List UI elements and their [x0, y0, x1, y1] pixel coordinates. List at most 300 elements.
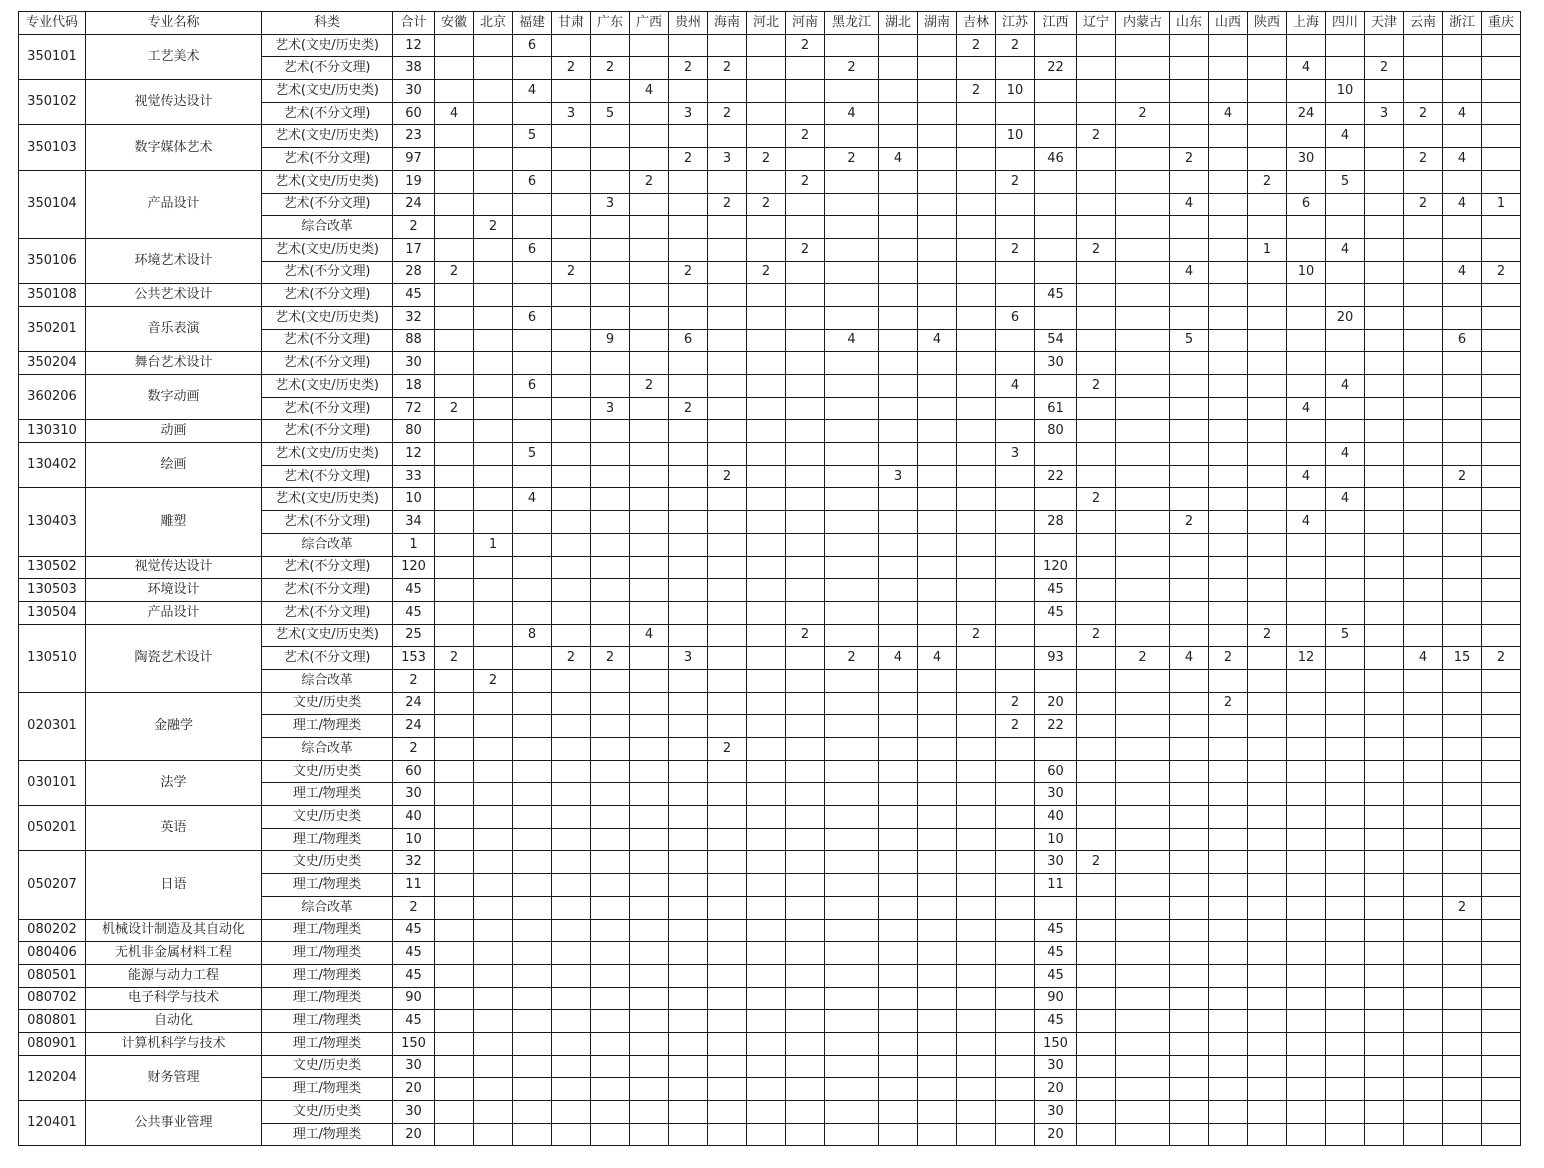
province-count-cell [474, 828, 513, 851]
province-count-cell [1116, 125, 1170, 148]
province-count-cell [747, 806, 786, 829]
province-count-cell [1116, 715, 1170, 738]
province-count-cell [1365, 828, 1404, 851]
category-cell: 理工/物理类 [262, 1123, 393, 1146]
category-cell: 理工/物理类 [262, 1010, 393, 1033]
province-count-cell [1077, 443, 1116, 466]
province-count-cell [630, 488, 669, 511]
province-count-cell [747, 170, 786, 193]
province-count-cell [957, 443, 996, 466]
province-count-cell [708, 601, 747, 624]
province-count-cell [918, 465, 957, 488]
province-count-cell [786, 919, 825, 942]
province-count-cell: 30 [1035, 352, 1077, 375]
province-count-cell [786, 216, 825, 239]
category-cell: 艺术(不分文理) [262, 102, 393, 125]
province-count-cell [474, 783, 513, 806]
province-count-cell [513, 261, 552, 284]
total-cell: 34 [393, 511, 435, 534]
province-count-cell: 2 [1209, 647, 1248, 670]
province-count-cell [552, 420, 591, 443]
province-count-cell [474, 1101, 513, 1124]
province-count-cell [1326, 329, 1365, 352]
province-count-cell [669, 238, 708, 261]
province-count-cell [1170, 964, 1209, 987]
province-count-cell: 3 [552, 102, 591, 125]
total-cell: 38 [393, 57, 435, 80]
province-count-cell: 2 [996, 34, 1035, 57]
province-count-cell: 20 [1035, 692, 1077, 715]
province-count-cell [435, 306, 474, 329]
province-count-cell [1248, 851, 1287, 874]
province-count-cell [552, 148, 591, 171]
province-count-cell [996, 1101, 1035, 1124]
column-header: 四川 [1326, 12, 1365, 35]
province-count-cell [435, 896, 474, 919]
province-count-cell [1248, 669, 1287, 692]
province-count-cell [747, 828, 786, 851]
province-count-cell [669, 1123, 708, 1146]
total-cell: 45 [393, 579, 435, 602]
province-count-cell: 45 [1035, 284, 1077, 307]
province-count-cell [669, 1101, 708, 1124]
province-count-cell [1170, 533, 1209, 556]
province-count-cell: 6 [996, 306, 1035, 329]
province-count-cell: 2 [747, 261, 786, 284]
province-count-cell [786, 874, 825, 897]
province-count-cell [1482, 34, 1521, 57]
province-count-cell [552, 738, 591, 761]
total-cell: 17 [393, 238, 435, 261]
province-count-cell [1077, 874, 1116, 897]
province-count-cell [435, 352, 474, 375]
province-count-cell [669, 964, 708, 987]
province-count-cell [1209, 397, 1248, 420]
province-count-cell [1209, 783, 1248, 806]
total-cell: 20 [393, 1078, 435, 1101]
province-count-cell [1404, 851, 1443, 874]
province-count-cell [879, 57, 918, 80]
province-count-cell [630, 148, 669, 171]
province-count-cell [552, 329, 591, 352]
province-count-cell [747, 692, 786, 715]
province-count-cell: 1 [1482, 193, 1521, 216]
table-row [19, 238, 1521, 261]
province-count-cell [630, 511, 669, 534]
province-count-cell [1170, 420, 1209, 443]
province-count-cell [1116, 1032, 1170, 1055]
province-count-cell [1170, 57, 1209, 80]
province-count-cell: 2 [552, 261, 591, 284]
province-count-cell [669, 1010, 708, 1033]
province-count-cell [630, 896, 669, 919]
province-count-cell [825, 1101, 879, 1124]
province-count-cell: 2 [1482, 261, 1521, 284]
province-count-cell [918, 987, 957, 1010]
province-count-cell [918, 397, 957, 420]
province-count-cell: 5 [1326, 170, 1365, 193]
province-count-cell [1209, 125, 1248, 148]
province-count-cell [825, 443, 879, 466]
province-count-cell: 10 [996, 80, 1035, 103]
province-count-cell [669, 533, 708, 556]
province-count-cell [1248, 80, 1287, 103]
total-cell: 30 [393, 1055, 435, 1078]
province-count-cell: 22 [1035, 715, 1077, 738]
province-count-cell [1170, 284, 1209, 307]
province-count-cell [1287, 556, 1326, 579]
province-count-cell [786, 942, 825, 965]
province-count-cell [1443, 1078, 1482, 1101]
province-count-cell [825, 488, 879, 511]
province-count-cell [1365, 34, 1404, 57]
total-cell: 32 [393, 306, 435, 329]
province-count-cell [474, 964, 513, 987]
header-row [19, 12, 1521, 35]
major-name-cell: 计算机科学与技术 [86, 1032, 262, 1055]
major-code-cell: 350108 [19, 284, 86, 307]
province-count-cell [1077, 193, 1116, 216]
major-name-cell: 机械设计制造及其自动化 [86, 919, 262, 942]
province-count-cell [1077, 1101, 1116, 1124]
province-count-cell [1404, 738, 1443, 761]
province-count-cell [513, 692, 552, 715]
province-count-cell [879, 533, 918, 556]
category-cell: 艺术(不分文理) [262, 601, 393, 624]
category-cell: 艺术(不分文理) [262, 647, 393, 670]
province-count-cell [630, 828, 669, 851]
province-count-cell: 2 [747, 148, 786, 171]
province-count-cell [1248, 828, 1287, 851]
province-count-cell [552, 284, 591, 307]
province-count-cell [1077, 397, 1116, 420]
province-count-cell [1248, 1101, 1287, 1124]
province-count-cell [825, 964, 879, 987]
major-name-cell: 视觉传达设计 [86, 80, 262, 125]
province-count-cell [591, 1078, 630, 1101]
province-count-cell: 2 [1077, 125, 1116, 148]
province-count-cell [669, 828, 708, 851]
province-count-cell [1404, 238, 1443, 261]
province-count-cell: 46 [1035, 148, 1077, 171]
province-count-cell [1077, 1123, 1116, 1146]
province-count-cell [591, 1055, 630, 1078]
category-cell: 艺术(不分文理) [262, 465, 393, 488]
province-count-cell [552, 692, 591, 715]
province-count-cell [1404, 397, 1443, 420]
province-count-cell [957, 420, 996, 443]
province-count-cell [747, 1032, 786, 1055]
province-count-cell [825, 397, 879, 420]
province-count-cell [918, 488, 957, 511]
province-count-cell [1170, 601, 1209, 624]
province-count-cell [630, 715, 669, 738]
province-count-cell [1326, 806, 1365, 829]
province-count-cell [1116, 193, 1170, 216]
province-count-cell [1116, 488, 1170, 511]
province-count-cell [1287, 851, 1326, 874]
province-count-cell: 2 [630, 170, 669, 193]
province-count-cell [435, 715, 474, 738]
province-count-cell [630, 1123, 669, 1146]
province-count-cell [708, 238, 747, 261]
province-count-cell [591, 692, 630, 715]
province-count-cell [786, 692, 825, 715]
province-count-cell [630, 397, 669, 420]
province-count-cell [591, 80, 630, 103]
province-count-cell [1287, 715, 1326, 738]
province-count-cell [1326, 216, 1365, 239]
major-code-cell: 050207 [19, 851, 86, 919]
major-name-cell: 数字媒体艺术 [86, 125, 262, 170]
province-count-cell [1209, 488, 1248, 511]
province-count-cell [1326, 964, 1365, 987]
province-count-cell [1443, 760, 1482, 783]
province-count-cell [591, 148, 630, 171]
province-count-cell [1443, 919, 1482, 942]
province-count-cell: 2 [552, 57, 591, 80]
province-count-cell [591, 806, 630, 829]
province-count-cell [669, 692, 708, 715]
province-count-cell [591, 669, 630, 692]
total-cell: 11 [393, 874, 435, 897]
province-count-cell [1404, 57, 1443, 80]
province-count-cell: 2 [1443, 465, 1482, 488]
province-count-cell [1170, 942, 1209, 965]
province-count-cell [957, 170, 996, 193]
province-count-cell [996, 216, 1035, 239]
province-count-cell: 2 [996, 715, 1035, 738]
province-count-cell [591, 1101, 630, 1124]
table-row [19, 851, 1521, 874]
province-count-cell [1209, 1055, 1248, 1078]
major-name-cell: 金融学 [86, 692, 262, 760]
province-count-cell [996, 579, 1035, 602]
province-count-cell [1482, 964, 1521, 987]
category-cell: 理工/物理类 [262, 964, 393, 987]
column-header: 江苏 [996, 12, 1035, 35]
province-count-cell: 4 [996, 375, 1035, 398]
province-count-cell [630, 579, 669, 602]
province-count-cell [825, 511, 879, 534]
province-count-cell [996, 352, 1035, 375]
province-count-cell [1404, 760, 1443, 783]
category-cell: 理工/物理类 [262, 1078, 393, 1101]
province-count-cell: 22 [1035, 57, 1077, 80]
province-count-cell: 4 [513, 488, 552, 511]
province-count-cell [1287, 1032, 1326, 1055]
province-count-cell [825, 579, 879, 602]
province-count-cell [918, 170, 957, 193]
province-count-cell [1365, 874, 1404, 897]
province-count-cell [918, 511, 957, 534]
column-header: 云南 [1404, 12, 1443, 35]
province-count-cell [474, 57, 513, 80]
province-count-cell [1116, 760, 1170, 783]
province-count-cell [825, 601, 879, 624]
province-count-cell [879, 352, 918, 375]
province-count-cell [474, 556, 513, 579]
province-count-cell [513, 987, 552, 1010]
province-count-cell [1365, 238, 1404, 261]
province-count-cell [1365, 148, 1404, 171]
province-count-cell [1077, 57, 1116, 80]
province-count-cell [1482, 624, 1521, 647]
province-count-cell [957, 465, 996, 488]
province-count-cell [474, 1032, 513, 1055]
province-count-cell [630, 34, 669, 57]
province-count-cell [1365, 125, 1404, 148]
major-name-cell: 法学 [86, 760, 262, 805]
total-cell: 150 [393, 1032, 435, 1055]
province-count-cell [1248, 420, 1287, 443]
province-count-cell [435, 57, 474, 80]
column-header: 安徽 [435, 12, 474, 35]
category-cell: 艺术(不分文理) [262, 420, 393, 443]
province-count-cell [591, 306, 630, 329]
province-count-cell [957, 738, 996, 761]
province-count-cell [918, 715, 957, 738]
province-count-cell [1287, 216, 1326, 239]
province-count-cell [1035, 261, 1077, 284]
province-count-cell [1365, 261, 1404, 284]
province-count-cell [825, 284, 879, 307]
province-count-cell [747, 874, 786, 897]
province-count-cell [1482, 669, 1521, 692]
province-count-cell [1035, 669, 1077, 692]
total-cell: 12 [393, 34, 435, 57]
province-count-cell [1482, 80, 1521, 103]
province-count-cell: 2 [669, 261, 708, 284]
column-header: 内蒙古 [1116, 12, 1170, 35]
province-count-cell [1326, 1101, 1365, 1124]
province-count-cell [1287, 329, 1326, 352]
province-count-cell [786, 1101, 825, 1124]
province-count-cell [879, 488, 918, 511]
province-count-cell [1209, 80, 1248, 103]
province-count-cell [825, 783, 879, 806]
province-count-cell [435, 919, 474, 942]
province-count-cell [1326, 1055, 1365, 1078]
province-count-cell [708, 511, 747, 534]
province-count-cell: 2 [669, 148, 708, 171]
province-count-cell [1365, 533, 1404, 556]
province-count-cell [591, 919, 630, 942]
category-cell: 文史/历史类 [262, 760, 393, 783]
total-cell: 1 [393, 533, 435, 556]
province-count-cell [879, 1010, 918, 1033]
province-count-cell [1116, 170, 1170, 193]
province-count-cell [1287, 306, 1326, 329]
province-count-cell [474, 1123, 513, 1146]
province-count-cell [1170, 488, 1209, 511]
province-count-cell [708, 306, 747, 329]
province-count-cell [435, 851, 474, 874]
province-count-cell [1248, 692, 1287, 715]
total-cell: 60 [393, 102, 435, 125]
province-count-cell [786, 1078, 825, 1101]
province-count-cell [747, 987, 786, 1010]
province-count-cell [1077, 511, 1116, 534]
province-count-cell [786, 669, 825, 692]
province-count-cell [996, 57, 1035, 80]
province-count-cell [879, 1032, 918, 1055]
province-count-cell [786, 896, 825, 919]
province-count-cell [918, 1101, 957, 1124]
province-count-cell [1209, 601, 1248, 624]
province-count-cell [1287, 760, 1326, 783]
province-count-cell [1248, 874, 1287, 897]
category-cell: 理工/物理类 [262, 874, 393, 897]
column-header: 天津 [1365, 12, 1404, 35]
province-count-cell [435, 738, 474, 761]
province-count-cell [1365, 738, 1404, 761]
province-count-cell [879, 1055, 918, 1078]
province-count-cell [1209, 556, 1248, 579]
province-count-cell [669, 216, 708, 239]
province-count-cell [708, 533, 747, 556]
table-row [19, 443, 1521, 466]
province-count-cell [1365, 783, 1404, 806]
province-count-cell [1209, 919, 1248, 942]
province-count-cell [957, 647, 996, 670]
column-header: 浙江 [1443, 12, 1482, 35]
total-cell: 153 [393, 647, 435, 670]
province-count-cell [957, 511, 996, 534]
province-count-cell [1116, 738, 1170, 761]
province-count-cell [669, 284, 708, 307]
table-row [19, 760, 1521, 783]
province-count-cell: 12 [1287, 647, 1326, 670]
province-count-cell [1209, 511, 1248, 534]
province-count-cell [1077, 964, 1116, 987]
province-count-cell [747, 375, 786, 398]
province-count-cell [669, 669, 708, 692]
province-count-cell [1035, 193, 1077, 216]
province-count-cell [996, 760, 1035, 783]
province-count-cell [786, 306, 825, 329]
province-count-cell [513, 1101, 552, 1124]
province-count-cell [474, 443, 513, 466]
province-count-cell [474, 874, 513, 897]
province-count-cell: 4 [1404, 647, 1443, 670]
province-count-cell [957, 1078, 996, 1101]
province-count-cell [1248, 964, 1287, 987]
province-count-cell [1443, 1032, 1482, 1055]
province-count-cell [1170, 806, 1209, 829]
province-count-cell [435, 942, 474, 965]
province-count-cell [825, 942, 879, 965]
province-count-cell [1404, 261, 1443, 284]
province-count-cell [918, 851, 957, 874]
province-count-cell [1443, 579, 1482, 602]
table-row [19, 987, 1521, 1010]
province-count-cell [513, 533, 552, 556]
province-count-cell: 3 [591, 193, 630, 216]
province-count-cell [996, 896, 1035, 919]
major-name-cell: 产品设计 [86, 601, 262, 624]
province-count-cell [786, 579, 825, 602]
province-count-cell [1170, 216, 1209, 239]
province-count-cell [1077, 1010, 1116, 1033]
province-count-cell [1209, 533, 1248, 556]
province-count-cell [1482, 148, 1521, 171]
province-count-cell: 4 [879, 647, 918, 670]
province-count-cell: 2 [591, 647, 630, 670]
total-cell: 97 [393, 148, 435, 171]
province-count-cell [1170, 1032, 1209, 1055]
province-count-cell: 4 [1287, 465, 1326, 488]
